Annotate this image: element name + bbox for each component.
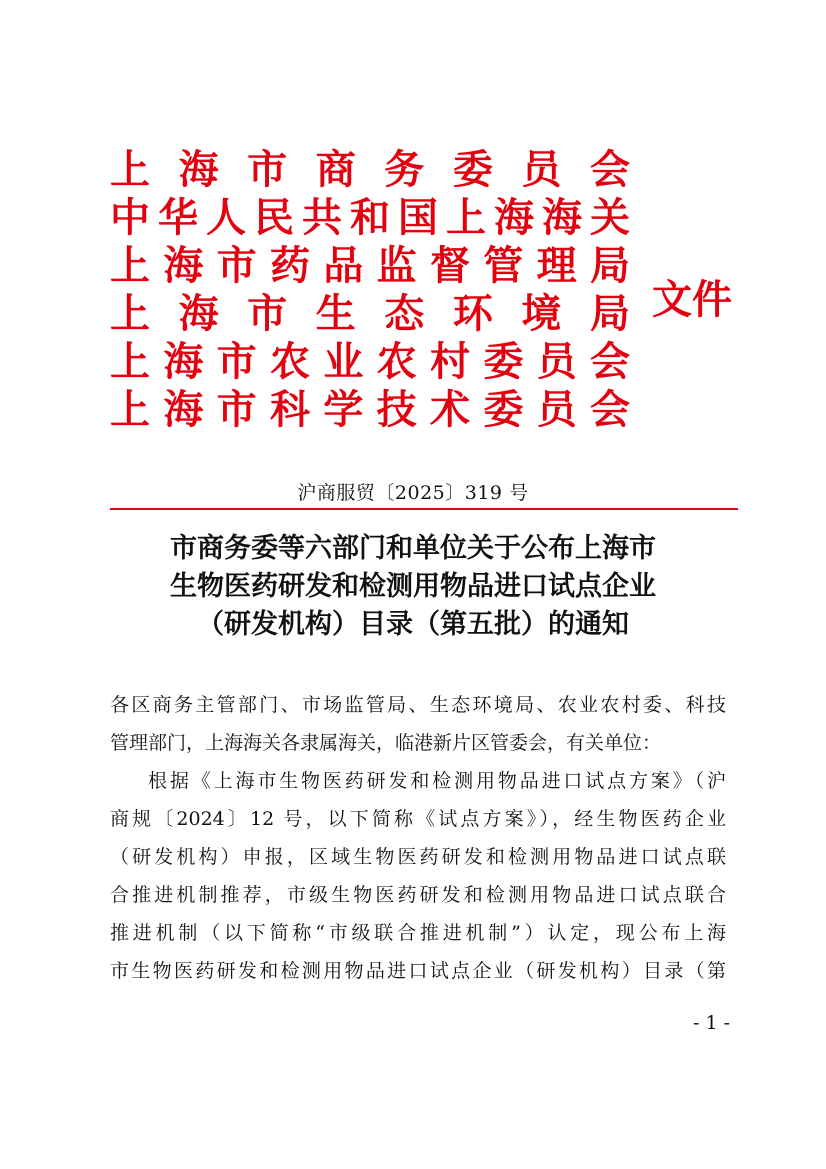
body-line: 各区商务主管部门、市场监管局、生态环境局、农业农村委、科技 (110, 694, 726, 716)
document-number: 沪商服贸〔2025〕319 号 (297, 482, 529, 504)
title-line: 生物医药研发和检测用物品进口试点企业 (170, 571, 656, 602)
body-line: 合推进机制推荐，市级生物医药研发和检测用物品进口试点联合 (110, 884, 726, 906)
page-number: - 1 - (692, 1012, 730, 1034)
title-line: （研发机构）目录（第五批）的通知 (197, 609, 629, 640)
issuer-commerce-commission: 上 海 市 商 务 委 员 会 (110, 147, 630, 193)
issuing-authorities (110, 146, 630, 434)
document-body (110, 686, 726, 990)
body-line: 根据《上海市生物医药研发和检测用物品进口试点方案》（沪 (148, 770, 726, 792)
issuer-agriculture-commission: 上海市农业农村委员会 (110, 339, 630, 385)
body-line: 商规〔2024〕12 号，以下简称《试点方案》），经生物医药企业 (110, 808, 726, 830)
body-line: （研发机构）申报，区域生物医药研发和检测用物品进口试点联 (110, 846, 726, 868)
document-title (110, 530, 716, 644)
file-word-label: 文件 (652, 277, 732, 323)
issuer-drug-administration: 上海市药品监督管理局 (110, 243, 630, 289)
red-separator-line (110, 508, 738, 510)
issuer-science-commission: 上海市科学技术委员会 (110, 387, 630, 433)
issuer-shanghai-customs: 中华人民共和国上海海关 (110, 195, 630, 241)
body-line: 管理部门，上海海关各隶属海关，临港新片区管委会，有关单位： (110, 732, 662, 754)
title-line: 市商务委等六部门和单位关于公布上海市 (170, 533, 656, 564)
issuer-ecology-environment-bureau: 上 海 市 生 态 环 境 局 (110, 291, 630, 337)
body-line: 市生物医药研发和检测用物品进口试点企业（研发机构）目录（第 (110, 960, 726, 982)
body-line: 推进机制（以下简称“市级联合推进机制”）认定，现公布上海 (110, 922, 726, 944)
